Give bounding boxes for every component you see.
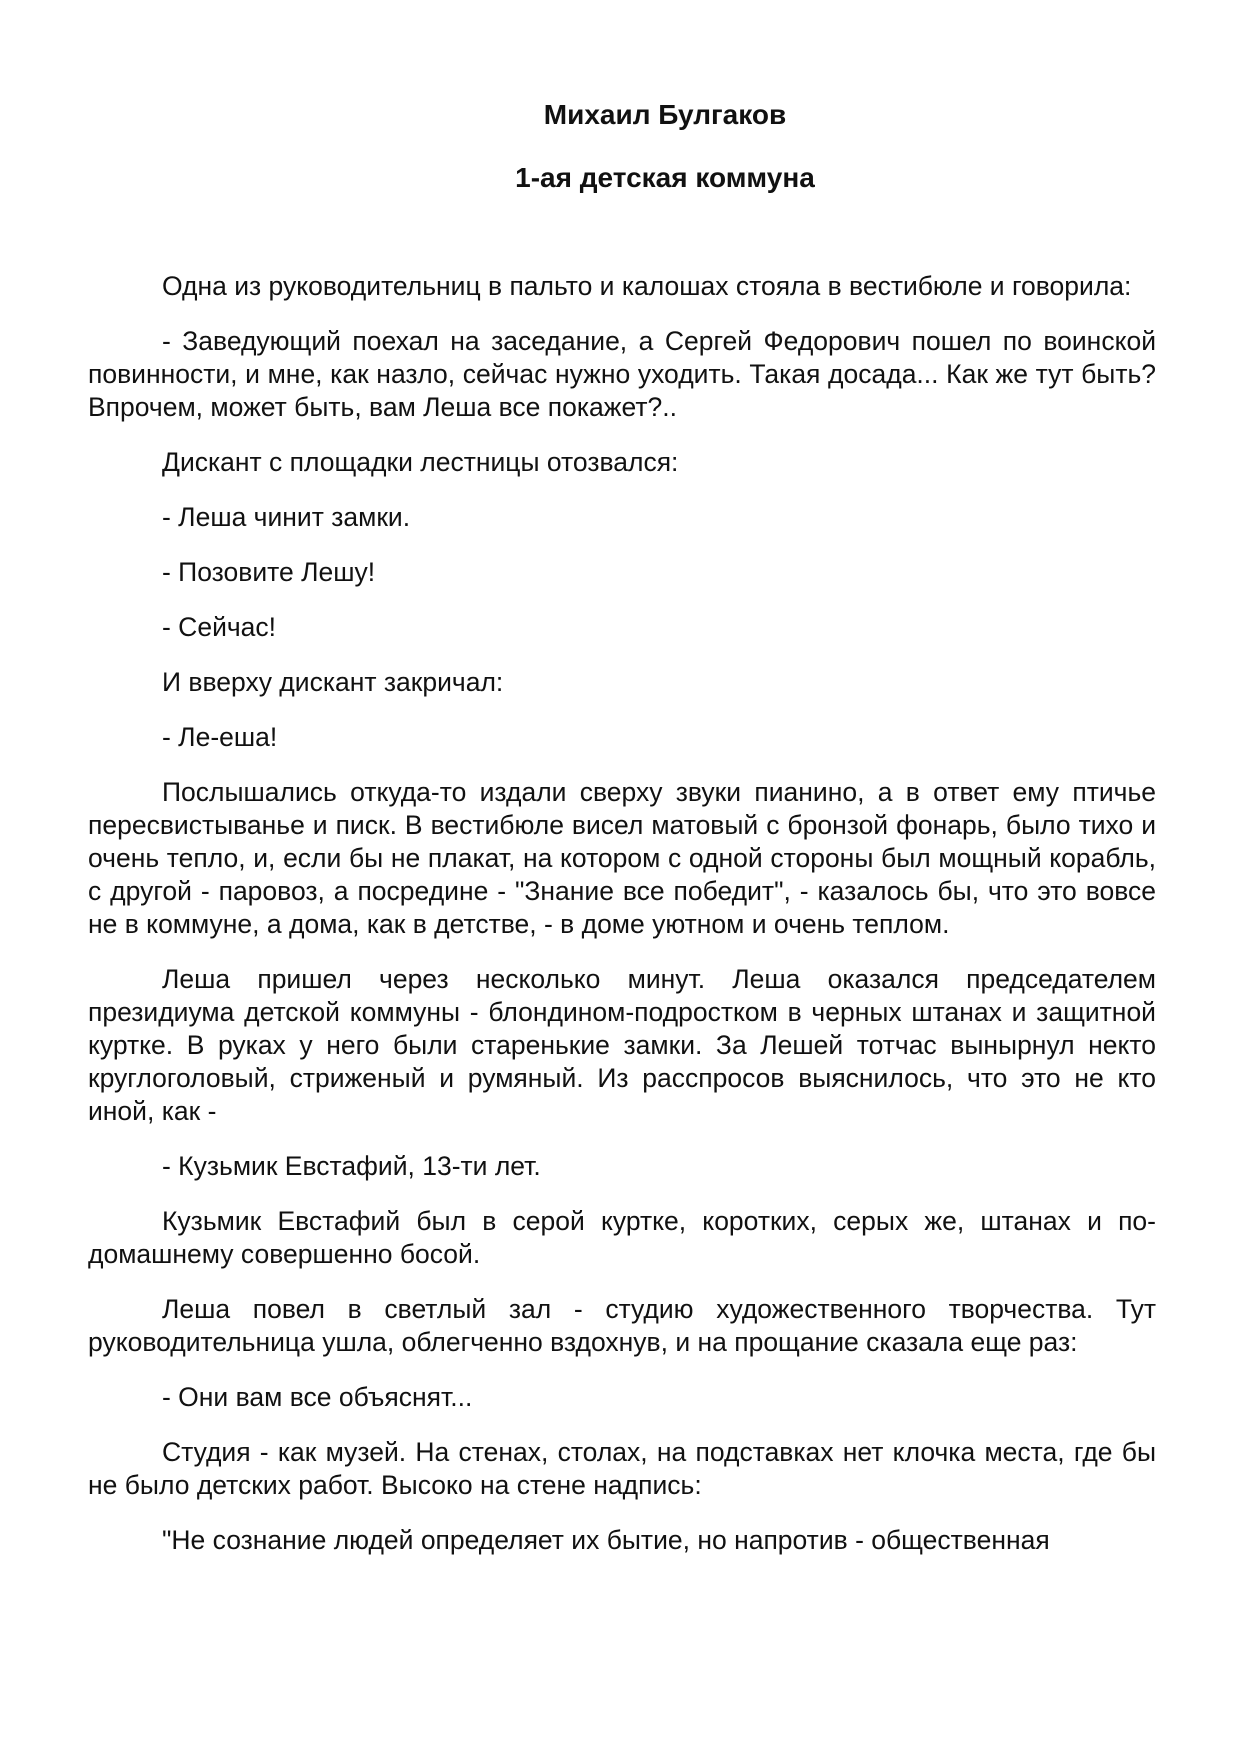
paragraph: Кузьмик Евстафий был в серой куртке, коротких, серых же, штанах и по-домашнему совершенно босой. [88, 1206, 1156, 1269]
paragraph: Студия - как музей. На стенах, столах, на подставках нет клочка места, где бы не было детских работ. Высоко на стене надпись: [88, 1437, 1156, 1500]
paragraph: - Они вам все объяснят... [162, 1382, 473, 1412]
paragraph: - Ле-еша! [162, 722, 278, 752]
paragraph: - Сейчас! [162, 612, 277, 642]
paragraph: И вверху дискант закричал: [162, 667, 504, 697]
paragraph: - Позовите Лешу! [162, 557, 376, 587]
author-name: Михаил Булгаков [543, 99, 787, 130]
paragraph: "Не сознание людей определяет их бытие, но напротив - общественная [162, 1525, 1050, 1555]
paragraph: Послышались откуда-то издали сверху звуки пианино, а в ответ ему птичье пересвистыванье и писк. В вестибюле висел матовый с бронзой фонарь, было тихо и очень тепло, и, если бы не плакат, на котором с одной стороны был мощный корабль, с другой - паровоз, а посредине - "Знание все победит", - казалось бы, что это вовсе не в коммуне, а дома, как в детстве, - в доме уютном и очень теплом. [88, 777, 1156, 939]
story-title: 1-ая детская коммуна [515, 162, 815, 193]
paragraph: Дискант с площадки лестницы отозвался: [162, 447, 679, 477]
paragraph: - Кузьмик Евстафий, 13-ти лет. [162, 1151, 541, 1181]
paragraph: Леша пришел через несколько минут. Леша оказался председателем президиума детской коммуны - блондином-подростком в черных штанах и защитной куртке. В руках у него были старенькие замки. За Лешей тотчас вынырнул некто круглоголовый, стриженый и румяный. Из расспросов выяснилось, что это не кто иной, как - [88, 964, 1156, 1126]
story-body [88, 270, 1156, 1579]
paragraph: - Заведующий поехал на заседание, а Сергей Федорович пошел по воинской повинности, и мне, как назло, сейчас нужно уходить. Такая досада... Как же тут быть? Впрочем, может быть, вам Леша все покажет?.. [88, 326, 1156, 422]
paragraph: Леша повел в светлый зал - студию художественного творчества. Тут руководительница ушла, облегченно вздохнув, и на прощание сказала еще раз: [88, 1294, 1156, 1357]
paragraph: - Леша чинит замки. [162, 502, 411, 532]
paragraph: Одна из руководительниц в пальто и калошах стояла в вестибюле и говорила: [162, 271, 1132, 301]
